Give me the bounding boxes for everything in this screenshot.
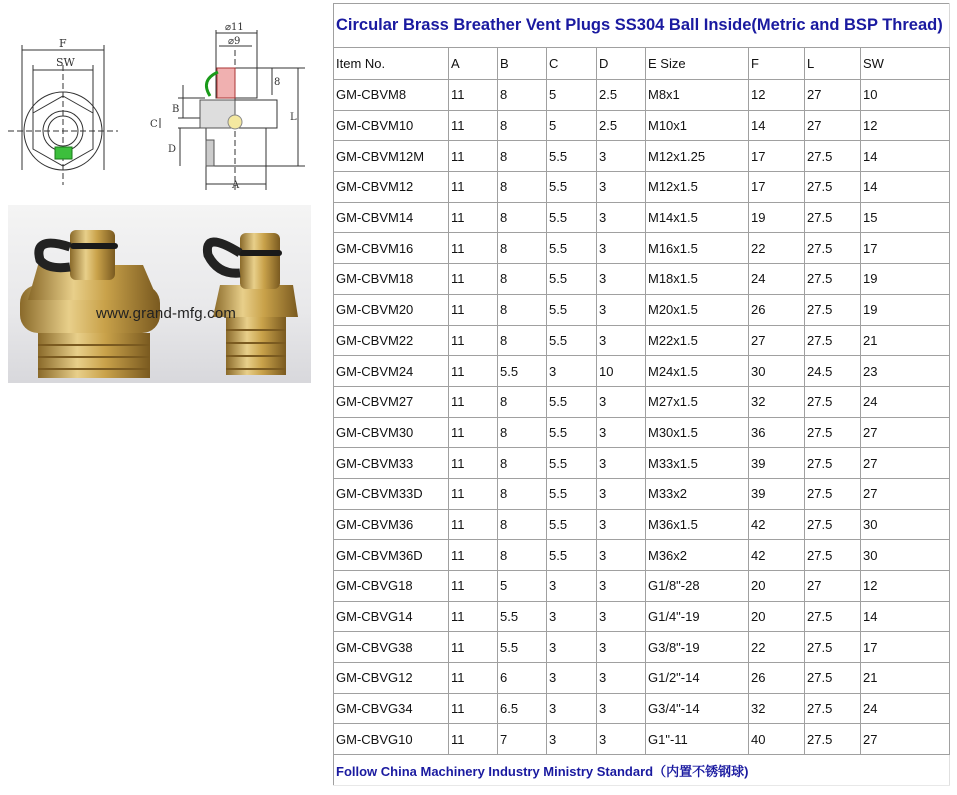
table-row xyxy=(334,693,950,724)
cell-b: 5 xyxy=(498,571,547,602)
cell-f: 12 xyxy=(749,80,805,111)
cell-b: 6.5 xyxy=(498,693,547,724)
svg-text:C: C xyxy=(150,119,158,130)
svg-text:A: A xyxy=(232,180,240,191)
cell-a: 11 xyxy=(449,509,498,540)
cell-sw: 23 xyxy=(861,356,950,387)
cell-sw: 10 xyxy=(861,80,950,111)
cell-e-size: M20x1.5 xyxy=(646,294,749,325)
cell-l: 27 xyxy=(805,110,861,141)
cell-b: 8 xyxy=(498,325,547,356)
cell-l: 27.5 xyxy=(805,724,861,755)
cell-a: 11 xyxy=(449,325,498,356)
cell-d: 3 xyxy=(597,233,646,264)
cell-b: 5.5 xyxy=(498,356,547,387)
column-header-b: B xyxy=(498,48,547,80)
website-watermark: www.grand-mfg.com xyxy=(96,305,237,322)
cell-a: 11 xyxy=(449,632,498,663)
svg-text:L: L xyxy=(290,112,297,123)
cell-l: 27.5 xyxy=(805,294,861,325)
cell-e-size: M36x1.5 xyxy=(646,509,749,540)
cell-f: 17 xyxy=(749,172,805,203)
table-title-row xyxy=(334,4,950,48)
cell-c: 5.5 xyxy=(547,141,597,172)
cell-item-no: GM-CBVM20 xyxy=(334,294,449,325)
cell-a: 11 xyxy=(449,172,498,203)
cell-a: 11 xyxy=(449,724,498,755)
cell-c: 3 xyxy=(547,693,597,724)
cell-item-no: GM-CBVG10 xyxy=(334,724,449,755)
cell-e-size: M8x1 xyxy=(646,80,749,111)
cell-item-no: GM-CBVM16 xyxy=(334,233,449,264)
cell-sw: 30 xyxy=(861,509,950,540)
column-header-e-size: E Size xyxy=(646,48,749,80)
cell-e-size: G1/8"-28 xyxy=(646,571,749,602)
cell-e-size: M36x2 xyxy=(646,540,749,571)
cell-l: 27.5 xyxy=(805,663,861,694)
table-row xyxy=(334,417,950,448)
cell-f: 39 xyxy=(749,448,805,479)
cell-item-no: GM-CBVM18 xyxy=(334,264,449,295)
table-row xyxy=(334,110,950,141)
cell-e-size: M10x1 xyxy=(646,110,749,141)
cell-d: 3 xyxy=(597,294,646,325)
cell-l: 27.5 xyxy=(805,202,861,233)
cell-c: 3 xyxy=(547,632,597,663)
column-header-d: D xyxy=(597,48,646,80)
cell-b: 6 xyxy=(498,663,547,694)
cell-f: 26 xyxy=(749,663,805,694)
cell-e-size: M18x1.5 xyxy=(646,264,749,295)
cell-c: 5.5 xyxy=(547,294,597,325)
cell-e-size: M12x1.5 xyxy=(646,172,749,203)
cell-b: 8 xyxy=(498,202,547,233)
cell-c: 3 xyxy=(547,663,597,694)
cell-a: 11 xyxy=(449,233,498,264)
cell-b: 8 xyxy=(498,172,547,203)
cell-l: 27 xyxy=(805,571,861,602)
svg-text:D: D xyxy=(168,144,177,155)
cell-e-size: M22x1.5 xyxy=(646,325,749,356)
cell-l: 27.5 xyxy=(805,509,861,540)
cell-c: 5.5 xyxy=(547,233,597,264)
cell-d: 3 xyxy=(597,601,646,632)
cell-d: 3 xyxy=(597,571,646,602)
cell-f: 39 xyxy=(749,478,805,509)
cell-e-size: G3/8"-19 xyxy=(646,632,749,663)
cell-c: 5.5 xyxy=(547,202,597,233)
table-header-row xyxy=(334,48,950,80)
column-header-sw: SW xyxy=(861,48,950,80)
cell-item-no: GM-CBVM36 xyxy=(334,509,449,540)
cell-f: 40 xyxy=(749,724,805,755)
cell-a: 11 xyxy=(449,571,498,602)
cell-d: 3 xyxy=(597,724,646,755)
table-row xyxy=(334,233,950,264)
cell-e-size: G1/2"-14 xyxy=(646,663,749,694)
cell-sw: 19 xyxy=(861,264,950,295)
cell-e-size: M24x1.5 xyxy=(646,356,749,387)
cell-item-no: GM-CBVM33 xyxy=(334,448,449,479)
cell-sw: 27 xyxy=(861,417,950,448)
svg-text:B: B xyxy=(172,104,180,115)
cell-sw: 12 xyxy=(861,110,950,141)
cell-item-no: GM-CBVG18 xyxy=(334,571,449,602)
cell-item-no: GM-CBVM22 xyxy=(334,325,449,356)
cell-item-no: GM-CBVM12M xyxy=(334,141,449,172)
column-header-c: C xyxy=(547,48,597,80)
cell-d: 3 xyxy=(597,325,646,356)
cell-c: 5.5 xyxy=(547,386,597,417)
cell-a: 11 xyxy=(449,386,498,417)
cell-e-size: M30x1.5 xyxy=(646,417,749,448)
cell-f: 22 xyxy=(749,632,805,663)
table-row xyxy=(334,632,950,663)
svg-text:8: 8 xyxy=(274,77,281,88)
cell-a: 11 xyxy=(449,141,498,172)
table-row xyxy=(334,509,950,540)
cell-b: 5.5 xyxy=(498,601,547,632)
cell-c: 3 xyxy=(547,724,597,755)
cell-b: 8 xyxy=(498,448,547,479)
cell-b: 8 xyxy=(498,141,547,172)
cell-f: 32 xyxy=(749,693,805,724)
cell-sw: 30 xyxy=(861,540,950,571)
brass-plug-photo-icon xyxy=(8,205,311,383)
cell-f: 19 xyxy=(749,202,805,233)
cell-item-no: GM-CBVM27 xyxy=(334,386,449,417)
table-row xyxy=(334,724,950,755)
cell-e-size: M33x2 xyxy=(646,478,749,509)
cell-b: 8 xyxy=(498,478,547,509)
cell-sw: 27 xyxy=(861,448,950,479)
cell-a: 11 xyxy=(449,110,498,141)
cell-l: 27.5 xyxy=(805,233,861,264)
table-row xyxy=(334,448,950,479)
cell-c: 5 xyxy=(547,110,597,141)
cell-c: 3 xyxy=(547,356,597,387)
cell-sw: 27 xyxy=(861,478,950,509)
cell-b: 8 xyxy=(498,264,547,295)
table-row xyxy=(334,264,950,295)
cell-l: 27.5 xyxy=(805,601,861,632)
cell-sw: 17 xyxy=(861,632,950,663)
cell-l: 27.5 xyxy=(805,325,861,356)
cell-e-size: G3/4"-14 xyxy=(646,693,749,724)
cell-b: 8 xyxy=(498,294,547,325)
cell-a: 11 xyxy=(449,294,498,325)
cell-c: 3 xyxy=(547,571,597,602)
cell-d: 3 xyxy=(597,448,646,479)
cell-c: 3 xyxy=(547,601,597,632)
cell-d: 3 xyxy=(597,509,646,540)
cell-l: 27 xyxy=(805,80,861,111)
cell-c: 5 xyxy=(547,80,597,111)
cell-b: 8 xyxy=(498,80,547,111)
cell-f: 27 xyxy=(749,325,805,356)
cell-f: 32 xyxy=(749,386,805,417)
cell-l: 27.5 xyxy=(805,386,861,417)
table-row xyxy=(334,294,950,325)
cell-d: 3 xyxy=(597,478,646,509)
cell-sw: 27 xyxy=(861,724,950,755)
cell-c: 5.5 xyxy=(547,264,597,295)
cell-d: 3 xyxy=(597,264,646,295)
cell-a: 11 xyxy=(449,448,498,479)
table-row xyxy=(334,540,950,571)
table-title: Circular Brass Breather Vent Plugs SS304 Ball Inside(Metric and BSP Thread) xyxy=(334,4,950,48)
cell-d: 3 xyxy=(597,540,646,571)
cell-item-no: GM-CBVG14 xyxy=(334,601,449,632)
cell-a: 11 xyxy=(449,478,498,509)
cell-b: 8 xyxy=(498,386,547,417)
cell-e-size: G1"-11 xyxy=(646,724,749,755)
cell-f: 14 xyxy=(749,110,805,141)
cell-a: 11 xyxy=(449,202,498,233)
cell-f: 20 xyxy=(749,601,805,632)
cell-sw: 24 xyxy=(861,693,950,724)
cell-item-no: GM-CBVM36D xyxy=(334,540,449,571)
table-row xyxy=(334,172,950,203)
cell-sw: 15 xyxy=(861,202,950,233)
cell-c: 5.5 xyxy=(547,448,597,479)
cell-a: 11 xyxy=(449,417,498,448)
svg-text:⌀9: ⌀9 xyxy=(228,36,241,47)
cell-c: 5.5 xyxy=(547,540,597,571)
cell-l: 27.5 xyxy=(805,417,861,448)
cell-d: 10 xyxy=(597,356,646,387)
cell-d: 3 xyxy=(597,141,646,172)
cell-item-no: GM-CBVM30 xyxy=(334,417,449,448)
cell-f: 26 xyxy=(749,294,805,325)
cell-b: 5.5 xyxy=(498,632,547,663)
cell-b: 7 xyxy=(498,724,547,755)
cell-item-no: GM-CBVG38 xyxy=(334,632,449,663)
cell-f: 17 xyxy=(749,141,805,172)
cell-c: 5.5 xyxy=(547,509,597,540)
cell-b: 8 xyxy=(498,509,547,540)
cell-item-no: GM-CBVG34 xyxy=(334,693,449,724)
cell-a: 11 xyxy=(449,663,498,694)
cell-a: 11 xyxy=(449,356,498,387)
cell-a: 11 xyxy=(449,540,498,571)
cell-c: 5.5 xyxy=(547,417,597,448)
cell-f: 42 xyxy=(749,509,805,540)
cell-item-no: GM-CBVM12 xyxy=(334,172,449,203)
table-row xyxy=(334,663,950,694)
cell-item-no: GM-CBVM8 xyxy=(334,80,449,111)
cell-c: 5.5 xyxy=(547,325,597,356)
cell-d: 3 xyxy=(597,632,646,663)
cell-sw: 17 xyxy=(861,233,950,264)
cell-d: 3 xyxy=(597,693,646,724)
table-row xyxy=(334,80,950,111)
cell-a: 11 xyxy=(449,264,498,295)
table-row xyxy=(334,571,950,602)
standard-note: Follow China Machinery Industry Ministry Standard（内置不锈钢球) xyxy=(334,755,950,786)
cell-d: 2.5 xyxy=(597,80,646,111)
table-row xyxy=(334,325,950,356)
cell-l: 24.5 xyxy=(805,356,861,387)
table-row xyxy=(334,356,950,387)
cell-b: 8 xyxy=(498,540,547,571)
cell-sw: 21 xyxy=(861,325,950,356)
cell-sw: 21 xyxy=(861,663,950,694)
cell-c: 5.5 xyxy=(547,172,597,203)
cell-b: 8 xyxy=(498,233,547,264)
cell-e-size: M16x1.5 xyxy=(646,233,749,264)
table-row xyxy=(334,202,950,233)
cell-e-size: M27x1.5 xyxy=(646,386,749,417)
cell-a: 11 xyxy=(449,601,498,632)
column-header-l: L xyxy=(805,48,861,80)
cell-sw: 19 xyxy=(861,294,950,325)
cell-sw: 12 xyxy=(861,571,950,602)
cell-sw: 14 xyxy=(861,601,950,632)
cell-d: 2.5 xyxy=(597,110,646,141)
cell-l: 27.5 xyxy=(805,693,861,724)
dimension-diagram-icon xyxy=(0,0,320,198)
cell-b: 8 xyxy=(498,417,547,448)
table-row xyxy=(334,386,950,417)
svg-text:⌀11: ⌀11 xyxy=(225,22,244,33)
cell-item-no: GM-CBVM14 xyxy=(334,202,449,233)
cell-d: 3 xyxy=(597,172,646,203)
cell-f: 30 xyxy=(749,356,805,387)
cell-l: 27.5 xyxy=(805,172,861,203)
column-header-item-no: Item No. xyxy=(334,48,449,80)
cell-l: 27.5 xyxy=(805,540,861,571)
cell-item-no: GM-CBVM24 xyxy=(334,356,449,387)
cell-sw: 24 xyxy=(861,386,950,417)
cell-e-size: M33x1.5 xyxy=(646,448,749,479)
cell-f: 20 xyxy=(749,571,805,602)
cell-e-size: M12x1.25 xyxy=(646,141,749,172)
cell-l: 27.5 xyxy=(805,264,861,295)
table-footer-row xyxy=(334,755,950,786)
svg-text:F: F xyxy=(59,37,67,50)
cell-f: 22 xyxy=(749,233,805,264)
cell-e-size: G1/4"-19 xyxy=(646,601,749,632)
cell-f: 36 xyxy=(749,417,805,448)
cell-a: 11 xyxy=(449,80,498,111)
cell-c: 5.5 xyxy=(547,478,597,509)
spec-table xyxy=(333,3,950,786)
cell-f: 24 xyxy=(749,264,805,295)
cell-a: 11 xyxy=(449,693,498,724)
cell-b: 8 xyxy=(498,110,547,141)
cell-f: 42 xyxy=(749,540,805,571)
product-photo xyxy=(8,205,311,383)
svg-text:SW: SW xyxy=(56,56,75,69)
cell-l: 27.5 xyxy=(805,478,861,509)
technical-drawing xyxy=(0,0,320,198)
cell-d: 3 xyxy=(597,663,646,694)
cell-l: 27.5 xyxy=(805,448,861,479)
column-header-f: F xyxy=(749,48,805,80)
cell-l: 27.5 xyxy=(805,141,861,172)
cell-d: 3 xyxy=(597,417,646,448)
cell-item-no: GM-CBVM33D xyxy=(334,478,449,509)
table-row xyxy=(334,478,950,509)
cell-sw: 14 xyxy=(861,172,950,203)
cell-item-no: GM-CBVM10 xyxy=(334,110,449,141)
table-row xyxy=(334,601,950,632)
column-header-a: A xyxy=(449,48,498,80)
cell-d: 3 xyxy=(597,386,646,417)
cell-item-no: GM-CBVG12 xyxy=(334,663,449,694)
table-row xyxy=(334,141,950,172)
cell-sw: 14 xyxy=(861,141,950,172)
cell-d: 3 xyxy=(597,202,646,233)
cell-l: 27.5 xyxy=(805,632,861,663)
cell-e-size: M14x1.5 xyxy=(646,202,749,233)
